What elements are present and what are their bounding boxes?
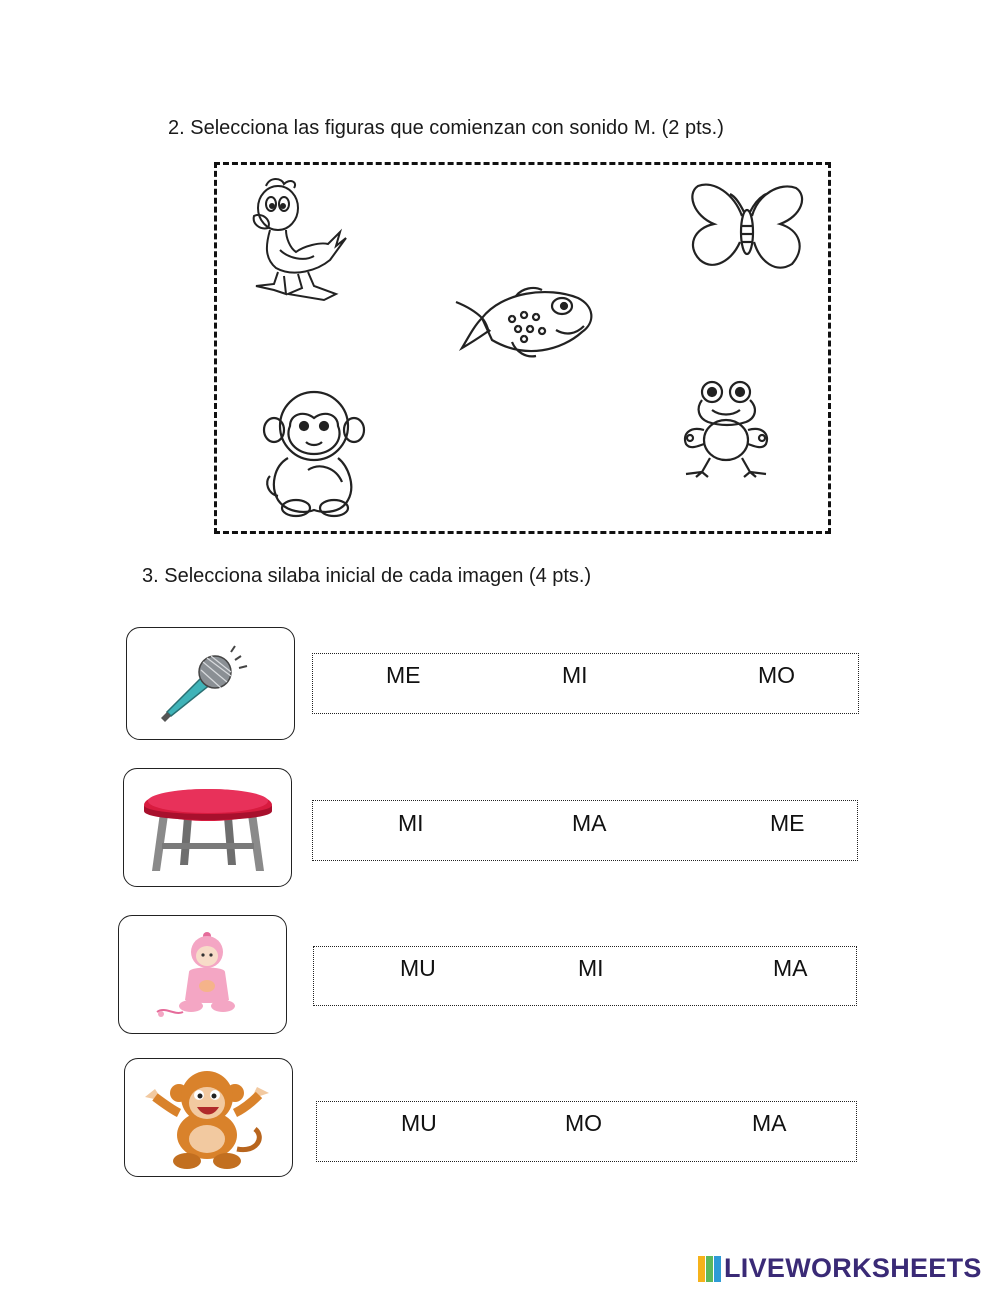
monkey-image-box bbox=[124, 1058, 293, 1177]
option-row-3-3[interactable]: MA bbox=[773, 955, 808, 981]
microphone-icon bbox=[155, 642, 265, 722]
option-row-4-1[interactable]: MU bbox=[401, 1110, 437, 1136]
doll-icon bbox=[149, 930, 259, 1022]
table-icon bbox=[138, 779, 278, 875]
doll-image-box bbox=[118, 915, 287, 1034]
liveworksheets-logo-icon bbox=[698, 1256, 722, 1282]
question-2-title: 2. Selecciona las figuras que comienzan con sonido M. (2 pts.) bbox=[168, 117, 724, 139]
option-row-1-3[interactable]: MO bbox=[758, 662, 796, 688]
fish-figure[interactable] bbox=[452, 282, 596, 372]
liveworksheets-brand: LIVEWORKSHEETS bbox=[724, 1253, 982, 1283]
monkey-figure[interactable] bbox=[260, 386, 368, 520]
option-row-1-1[interactable]: ME bbox=[386, 662, 421, 688]
table-image-box bbox=[123, 768, 292, 887]
option-row-2-2[interactable]: MA bbox=[572, 810, 607, 836]
butterfly-figure[interactable] bbox=[684, 176, 810, 284]
option-row-4-3[interactable]: MA bbox=[752, 1110, 787, 1136]
microphone-image-box bbox=[126, 627, 295, 740]
option-row-3-2[interactable]: MI bbox=[578, 955, 604, 981]
duck-figure[interactable] bbox=[244, 172, 352, 304]
frog-figure[interactable] bbox=[678, 378, 774, 478]
option-row-4-2[interactable]: MO bbox=[565, 1110, 603, 1136]
monkey-icon bbox=[141, 1067, 273, 1171]
option-row-3-1[interactable]: MU bbox=[400, 955, 436, 981]
option-row-2-1[interactable]: MI bbox=[398, 810, 424, 836]
option-row-2-3[interactable]: ME bbox=[770, 810, 805, 836]
question-3-title: 3. Selecciona silaba inicial de cada imagen (4 pts.) bbox=[142, 565, 592, 587]
option-row-1-2[interactable]: MI bbox=[562, 662, 588, 688]
